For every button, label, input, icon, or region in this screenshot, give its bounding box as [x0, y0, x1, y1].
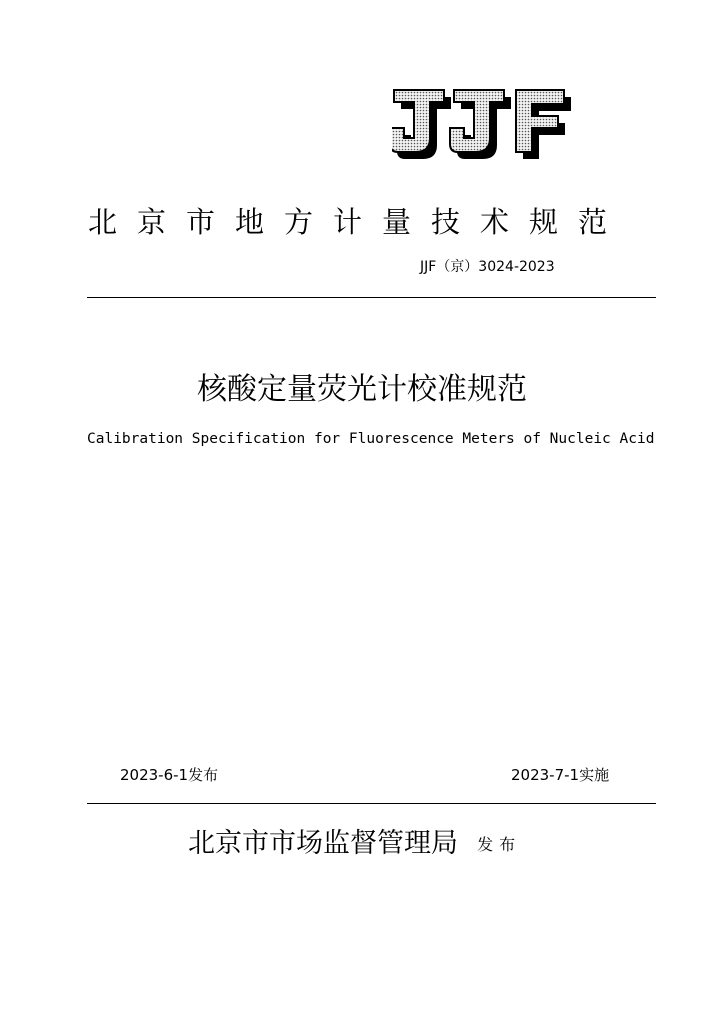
publisher-suffix: 发布: [477, 835, 522, 854]
document-title-chinese: 核酸定量荧光计校准规范: [197, 372, 527, 407]
issuing-authority-heading: 北京市地方计量技术规范: [88, 205, 628, 239]
implementation-date: 2023-7-1实施: [511, 766, 610, 784]
top-divider: [87, 297, 656, 298]
publisher-name: 北京市市场监督管理局: [188, 828, 458, 859]
issue-date: 2023-6-1发布: [120, 766, 219, 784]
standard-number: JJF（京）3024-2023: [420, 259, 555, 275]
bottom-divider: [87, 803, 656, 804]
document-title-english: Calibration Specification for Fluorescence Meters of Nucleic Acid: [87, 431, 655, 447]
jjf-logo-icon: [392, 88, 576, 168]
publisher-line: [188, 826, 521, 865]
